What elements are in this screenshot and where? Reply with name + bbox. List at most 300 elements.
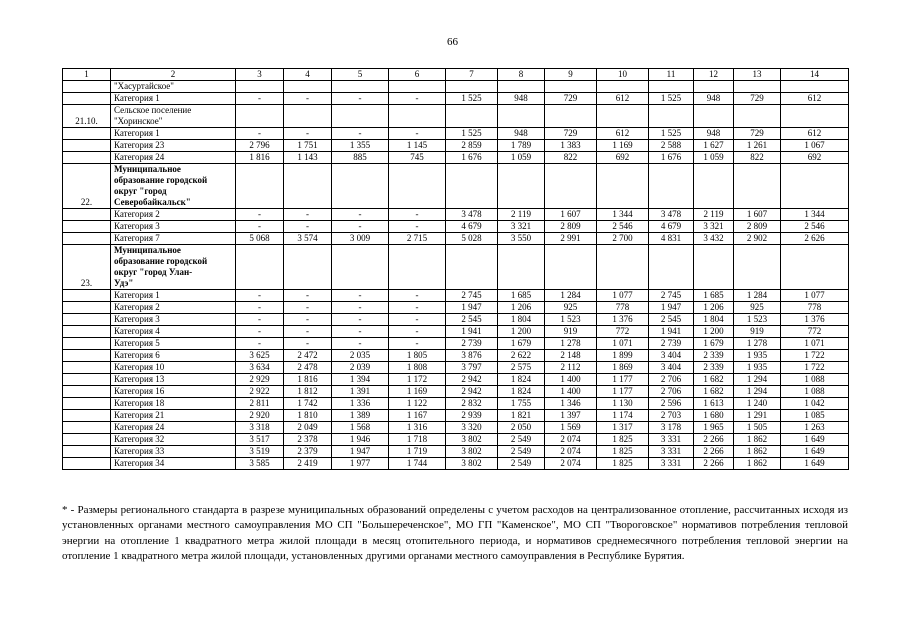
value-cell: 2 039 bbox=[332, 362, 389, 374]
value-cell: 2 049 bbox=[284, 422, 332, 434]
value-cell: 2 706 bbox=[649, 386, 694, 398]
category-name: Категория 21 bbox=[111, 410, 236, 422]
value-cell: - bbox=[284, 302, 332, 314]
category-name: Категория 2 bbox=[111, 302, 236, 314]
empty-cell bbox=[597, 164, 649, 209]
value-cell: 4 679 bbox=[649, 221, 694, 233]
empty-cell bbox=[236, 81, 284, 93]
value-cell: 3 585 bbox=[236, 458, 284, 470]
value-cell: 1 899 bbox=[597, 350, 649, 362]
value-cell: 1 941 bbox=[649, 326, 694, 338]
value-cell: 1 077 bbox=[781, 290, 849, 302]
value-cell: 1 523 bbox=[545, 314, 597, 326]
value-cell: 948 bbox=[498, 93, 545, 105]
value-cell: 3 331 bbox=[649, 434, 694, 446]
value-cell: 2 715 bbox=[389, 233, 446, 245]
value-cell: 3 331 bbox=[649, 446, 694, 458]
empty-cell bbox=[63, 209, 111, 221]
category-name: Категория 4 bbox=[111, 326, 236, 338]
value-cell: 1 130 bbox=[597, 398, 649, 410]
value-cell: 2 596 bbox=[649, 398, 694, 410]
value-cell: 1 505 bbox=[734, 422, 781, 434]
value-cell: - bbox=[332, 314, 389, 326]
value-cell: 1 862 bbox=[734, 434, 781, 446]
value-cell: 2 575 bbox=[498, 362, 545, 374]
value-cell: 1 812 bbox=[284, 386, 332, 398]
category-name: Категория 2 bbox=[111, 209, 236, 221]
value-cell: - bbox=[236, 338, 284, 350]
category-name: Категория 34 bbox=[111, 458, 236, 470]
value-cell: 1 346 bbox=[545, 398, 597, 410]
empty-cell bbox=[545, 245, 597, 290]
section-title-line: Северобайкальск" bbox=[114, 197, 191, 207]
empty-cell bbox=[545, 81, 597, 93]
value-cell: 772 bbox=[781, 326, 849, 338]
category-name: Категория 3 bbox=[111, 221, 236, 233]
category-name: Категория 7 bbox=[111, 233, 236, 245]
table-row bbox=[63, 386, 849, 398]
empty-cell bbox=[649, 81, 694, 93]
value-cell: 1 059 bbox=[694, 152, 734, 164]
value-cell: 2 074 bbox=[545, 446, 597, 458]
value-cell: 1 947 bbox=[446, 302, 498, 314]
category-name: Категория 1 bbox=[111, 93, 236, 105]
value-cell: 919 bbox=[545, 326, 597, 338]
value-cell: 729 bbox=[545, 93, 597, 105]
value-cell: 1 821 bbox=[498, 410, 545, 422]
value-cell: - bbox=[389, 326, 446, 338]
value-cell: 1 825 bbox=[597, 458, 649, 470]
value-cell: 1 278 bbox=[734, 338, 781, 350]
empty-cell bbox=[63, 410, 111, 422]
value-cell: 1 941 bbox=[446, 326, 498, 338]
value-cell: 2 796 bbox=[236, 140, 284, 152]
value-cell: 948 bbox=[498, 128, 545, 140]
empty-cell bbox=[597, 245, 649, 290]
value-cell: 2 809 bbox=[545, 221, 597, 233]
value-cell: 3 574 bbox=[284, 233, 332, 245]
value-cell: 1 824 bbox=[498, 374, 545, 386]
value-cell: - bbox=[332, 221, 389, 233]
value-cell: 885 bbox=[332, 152, 389, 164]
value-cell: 2 622 bbox=[498, 350, 545, 362]
value-cell: 3 802 bbox=[446, 458, 498, 470]
value-cell: 1 825 bbox=[597, 434, 649, 446]
empty-cell bbox=[63, 290, 111, 302]
value-cell: 3 478 bbox=[649, 209, 694, 221]
section-title bbox=[111, 81, 236, 93]
header-cell: 7 bbox=[446, 69, 498, 81]
value-cell: 1 240 bbox=[734, 398, 781, 410]
empty-cell bbox=[694, 81, 734, 93]
value-cell: 1 722 bbox=[781, 362, 849, 374]
empty-cell bbox=[63, 398, 111, 410]
empty-cell bbox=[63, 93, 111, 105]
empty-cell bbox=[446, 245, 498, 290]
empty-cell bbox=[63, 374, 111, 386]
value-cell: 1 682 bbox=[694, 374, 734, 386]
value-cell: 1 394 bbox=[332, 374, 389, 386]
table-row bbox=[63, 314, 849, 326]
section-number: 23. bbox=[63, 245, 111, 290]
value-cell: 1 291 bbox=[734, 410, 781, 422]
value-cell: - bbox=[389, 93, 446, 105]
value-cell: 2 050 bbox=[498, 422, 545, 434]
value-cell: 2 035 bbox=[332, 350, 389, 362]
empty-cell bbox=[63, 221, 111, 233]
empty-cell bbox=[236, 164, 284, 209]
value-cell: 1 525 bbox=[446, 128, 498, 140]
value-cell: 1 284 bbox=[734, 290, 781, 302]
value-cell: 925 bbox=[734, 302, 781, 314]
value-cell: - bbox=[389, 221, 446, 233]
empty-cell bbox=[498, 105, 545, 128]
value-cell: 692 bbox=[781, 152, 849, 164]
empty-cell bbox=[446, 164, 498, 209]
value-cell: 3 318 bbox=[236, 422, 284, 434]
value-cell: 1 869 bbox=[597, 362, 649, 374]
value-cell: 1 744 bbox=[389, 458, 446, 470]
table-row bbox=[63, 422, 849, 434]
value-cell: 729 bbox=[734, 128, 781, 140]
value-cell: 2 922 bbox=[236, 386, 284, 398]
value-cell: - bbox=[284, 338, 332, 350]
value-cell: 2 266 bbox=[694, 434, 734, 446]
empty-cell bbox=[446, 81, 498, 93]
value-cell: 1 177 bbox=[597, 374, 649, 386]
value-cell: 1 383 bbox=[545, 140, 597, 152]
category-name: Категория 33 bbox=[111, 446, 236, 458]
value-cell: 1 607 bbox=[734, 209, 781, 221]
section-title-line: образование городской bbox=[114, 256, 208, 266]
value-cell: - bbox=[389, 302, 446, 314]
value-cell: 3 321 bbox=[498, 221, 545, 233]
header-cell: 11 bbox=[649, 69, 694, 81]
category-name: Категория 3 bbox=[111, 314, 236, 326]
value-cell: 3 432 bbox=[694, 233, 734, 245]
value-cell: - bbox=[284, 314, 332, 326]
empty-cell bbox=[63, 302, 111, 314]
standards-table bbox=[62, 68, 849, 470]
value-cell: 1 525 bbox=[649, 128, 694, 140]
value-cell: 1 742 bbox=[284, 398, 332, 410]
value-cell: 2 472 bbox=[284, 350, 332, 362]
empty-cell bbox=[332, 105, 389, 128]
header-row bbox=[63, 69, 849, 81]
empty-cell bbox=[63, 422, 111, 434]
value-cell: 1 965 bbox=[694, 422, 734, 434]
empty-cell bbox=[498, 245, 545, 290]
empty-cell bbox=[649, 245, 694, 290]
table-row bbox=[63, 221, 849, 233]
value-cell: 1 122 bbox=[389, 398, 446, 410]
value-cell: 1 145 bbox=[389, 140, 446, 152]
empty-cell bbox=[781, 164, 849, 209]
value-cell: 729 bbox=[545, 128, 597, 140]
value-cell: 1 523 bbox=[734, 314, 781, 326]
value-cell: 2 920 bbox=[236, 410, 284, 422]
table-row bbox=[63, 446, 849, 458]
value-cell: 1 206 bbox=[694, 302, 734, 314]
value-cell: - bbox=[389, 128, 446, 140]
value-cell: - bbox=[236, 314, 284, 326]
section-title-line: округ "город Улан- bbox=[114, 267, 193, 277]
table-row bbox=[63, 290, 849, 302]
empty-cell bbox=[63, 140, 111, 152]
value-cell: 1 071 bbox=[597, 338, 649, 350]
category-name: Категория 32 bbox=[111, 434, 236, 446]
value-cell: 2 545 bbox=[649, 314, 694, 326]
section-title-row bbox=[63, 245, 849, 290]
value-cell: 2 148 bbox=[545, 350, 597, 362]
value-cell: 822 bbox=[734, 152, 781, 164]
header-cell: 14 bbox=[781, 69, 849, 81]
value-cell: 1 344 bbox=[597, 209, 649, 221]
value-cell: 919 bbox=[734, 326, 781, 338]
value-cell: 1 676 bbox=[649, 152, 694, 164]
header-cell: 12 bbox=[694, 69, 734, 81]
value-cell: 1 810 bbox=[284, 410, 332, 422]
category-name: Категория 24 bbox=[111, 422, 236, 434]
value-cell: 1 862 bbox=[734, 458, 781, 470]
category-name: Категория 5 bbox=[111, 338, 236, 350]
section-title bbox=[111, 245, 236, 290]
header-cell: 1 bbox=[63, 69, 111, 81]
value-cell: - bbox=[389, 209, 446, 221]
value-cell: 1 649 bbox=[781, 458, 849, 470]
value-cell: 1 627 bbox=[694, 140, 734, 152]
value-cell: 2 745 bbox=[649, 290, 694, 302]
value-cell: 1 200 bbox=[694, 326, 734, 338]
value-cell: - bbox=[389, 338, 446, 350]
section-number: 22. bbox=[63, 164, 111, 209]
empty-cell bbox=[236, 105, 284, 128]
value-cell: 1 804 bbox=[694, 314, 734, 326]
value-cell: 2 939 bbox=[446, 410, 498, 422]
section-title-line: образование городской bbox=[114, 175, 208, 185]
value-cell: 1 525 bbox=[649, 93, 694, 105]
value-cell: 612 bbox=[597, 128, 649, 140]
value-cell: 3 320 bbox=[446, 422, 498, 434]
header-cell: 3 bbox=[236, 69, 284, 81]
value-cell: 2 112 bbox=[545, 362, 597, 374]
value-cell: 3 625 bbox=[236, 350, 284, 362]
value-cell: 2 703 bbox=[649, 410, 694, 422]
value-cell: 1 682 bbox=[694, 386, 734, 398]
value-cell: 612 bbox=[781, 93, 849, 105]
empty-cell bbox=[284, 245, 332, 290]
header-cell: 9 bbox=[545, 69, 597, 81]
value-cell: 3 802 bbox=[446, 434, 498, 446]
empty-cell bbox=[781, 81, 849, 93]
value-cell: 3 634 bbox=[236, 362, 284, 374]
category-name: Категория 1 bbox=[111, 290, 236, 302]
value-cell: 1 261 bbox=[734, 140, 781, 152]
value-cell: 4 831 bbox=[649, 233, 694, 245]
section-number bbox=[63, 81, 111, 93]
value-cell: - bbox=[332, 128, 389, 140]
value-cell: 3 519 bbox=[236, 446, 284, 458]
value-cell: 2 902 bbox=[734, 233, 781, 245]
value-cell: 1 947 bbox=[649, 302, 694, 314]
value-cell: - bbox=[389, 314, 446, 326]
empty-cell bbox=[734, 81, 781, 93]
value-cell: 1 685 bbox=[694, 290, 734, 302]
section-title-row bbox=[63, 164, 849, 209]
value-cell: 2 546 bbox=[597, 221, 649, 233]
category-name: Категория 23 bbox=[111, 140, 236, 152]
section-title-line: Муниципальное bbox=[114, 164, 181, 174]
value-cell: 1 389 bbox=[332, 410, 389, 422]
value-cell: 2 700 bbox=[597, 233, 649, 245]
empty-cell bbox=[284, 81, 332, 93]
header-cell: 2 bbox=[111, 69, 236, 81]
value-cell: 1 862 bbox=[734, 446, 781, 458]
category-name: Категория 6 bbox=[111, 350, 236, 362]
section-title-line: Удэ" bbox=[114, 278, 134, 288]
value-cell: 1 167 bbox=[389, 410, 446, 422]
value-cell: 2 266 bbox=[694, 446, 734, 458]
value-cell: 5 068 bbox=[236, 233, 284, 245]
value-cell: 1 042 bbox=[781, 398, 849, 410]
value-cell: 2 739 bbox=[649, 338, 694, 350]
value-cell: 1 568 bbox=[332, 422, 389, 434]
header-cell: 4 bbox=[284, 69, 332, 81]
value-cell: - bbox=[332, 302, 389, 314]
value-cell: 1 400 bbox=[545, 374, 597, 386]
empty-cell bbox=[63, 338, 111, 350]
value-cell: 1 649 bbox=[781, 446, 849, 458]
value-cell: 729 bbox=[734, 93, 781, 105]
empty-cell bbox=[694, 105, 734, 128]
empty-cell bbox=[332, 81, 389, 93]
value-cell: 1 816 bbox=[284, 374, 332, 386]
value-cell: 745 bbox=[389, 152, 446, 164]
value-cell: 2 626 bbox=[781, 233, 849, 245]
value-cell: 1 808 bbox=[389, 362, 446, 374]
value-cell: 1 935 bbox=[734, 350, 781, 362]
value-cell: 1 263 bbox=[781, 422, 849, 434]
value-cell: 1 088 bbox=[781, 386, 849, 398]
value-cell: 1 679 bbox=[694, 338, 734, 350]
value-cell: 1 613 bbox=[694, 398, 734, 410]
value-cell: 3 009 bbox=[332, 233, 389, 245]
table-row bbox=[63, 152, 849, 164]
empty-cell bbox=[694, 164, 734, 209]
empty-cell bbox=[446, 105, 498, 128]
value-cell: 1 751 bbox=[284, 140, 332, 152]
empty-cell bbox=[694, 245, 734, 290]
value-cell: 2 546 bbox=[781, 221, 849, 233]
value-cell: 2 832 bbox=[446, 398, 498, 410]
value-cell: 778 bbox=[781, 302, 849, 314]
value-cell: 612 bbox=[781, 128, 849, 140]
value-cell: 3 802 bbox=[446, 446, 498, 458]
section-title-line: округ "город bbox=[114, 186, 167, 196]
empty-cell bbox=[734, 105, 781, 128]
value-cell: 2 419 bbox=[284, 458, 332, 470]
table-row bbox=[63, 362, 849, 374]
value-cell: 1 206 bbox=[498, 302, 545, 314]
value-cell: 1 088 bbox=[781, 374, 849, 386]
value-cell: 2 549 bbox=[498, 434, 545, 446]
empty-cell bbox=[389, 81, 446, 93]
value-cell: - bbox=[236, 302, 284, 314]
value-cell: - bbox=[332, 290, 389, 302]
value-cell: 1 569 bbox=[545, 422, 597, 434]
value-cell: 1 294 bbox=[734, 386, 781, 398]
table-row bbox=[63, 302, 849, 314]
value-cell: 1 336 bbox=[332, 398, 389, 410]
value-cell: 3 797 bbox=[446, 362, 498, 374]
section-title-row bbox=[63, 105, 849, 128]
table-row bbox=[63, 350, 849, 362]
value-cell: 1 177 bbox=[597, 386, 649, 398]
empty-cell bbox=[332, 245, 389, 290]
empty-cell bbox=[332, 164, 389, 209]
empty-cell bbox=[63, 458, 111, 470]
empty-cell bbox=[63, 152, 111, 164]
empty-cell bbox=[781, 105, 849, 128]
value-cell: 2 545 bbox=[446, 314, 498, 326]
value-cell: 1 200 bbox=[498, 326, 545, 338]
value-cell: 948 bbox=[694, 128, 734, 140]
value-cell: 2 809 bbox=[734, 221, 781, 233]
value-cell: 2 942 bbox=[446, 386, 498, 398]
value-cell: 1 284 bbox=[545, 290, 597, 302]
section-title-line: "Хоринское" bbox=[114, 116, 163, 126]
value-cell: 2 991 bbox=[545, 233, 597, 245]
header-cell: 10 bbox=[597, 69, 649, 81]
table-row bbox=[63, 326, 849, 338]
empty-cell bbox=[389, 164, 446, 209]
value-cell: 2 074 bbox=[545, 434, 597, 446]
value-cell: 1 680 bbox=[694, 410, 734, 422]
section-title-row bbox=[63, 81, 849, 93]
empty-cell bbox=[63, 314, 111, 326]
value-cell: 2 745 bbox=[446, 290, 498, 302]
value-cell: 1 143 bbox=[284, 152, 332, 164]
value-cell: 1 294 bbox=[734, 374, 781, 386]
value-cell: 2 339 bbox=[694, 350, 734, 362]
category-name: Категория 24 bbox=[111, 152, 236, 164]
value-cell: 2 739 bbox=[446, 338, 498, 350]
value-cell: 1 676 bbox=[446, 152, 498, 164]
value-cell: 772 bbox=[597, 326, 649, 338]
value-cell: 1 067 bbox=[781, 140, 849, 152]
empty-cell bbox=[389, 105, 446, 128]
value-cell: 2 549 bbox=[498, 446, 545, 458]
header-cell: 13 bbox=[734, 69, 781, 81]
table-row bbox=[63, 209, 849, 221]
section-title-line: Сельское поселение bbox=[114, 105, 192, 115]
value-cell: - bbox=[236, 326, 284, 338]
value-cell: - bbox=[284, 128, 332, 140]
value-cell: 5 028 bbox=[446, 233, 498, 245]
value-cell: 1 947 bbox=[332, 446, 389, 458]
value-cell: 1 525 bbox=[446, 93, 498, 105]
value-cell: 3 550 bbox=[498, 233, 545, 245]
empty-cell bbox=[284, 164, 332, 209]
value-cell: 1 719 bbox=[389, 446, 446, 458]
value-cell: 1 804 bbox=[498, 314, 545, 326]
empty-cell bbox=[63, 362, 111, 374]
value-cell: - bbox=[332, 326, 389, 338]
empty-cell bbox=[236, 245, 284, 290]
section-title bbox=[111, 105, 236, 128]
value-cell: 1 685 bbox=[498, 290, 545, 302]
empty-cell bbox=[63, 446, 111, 458]
